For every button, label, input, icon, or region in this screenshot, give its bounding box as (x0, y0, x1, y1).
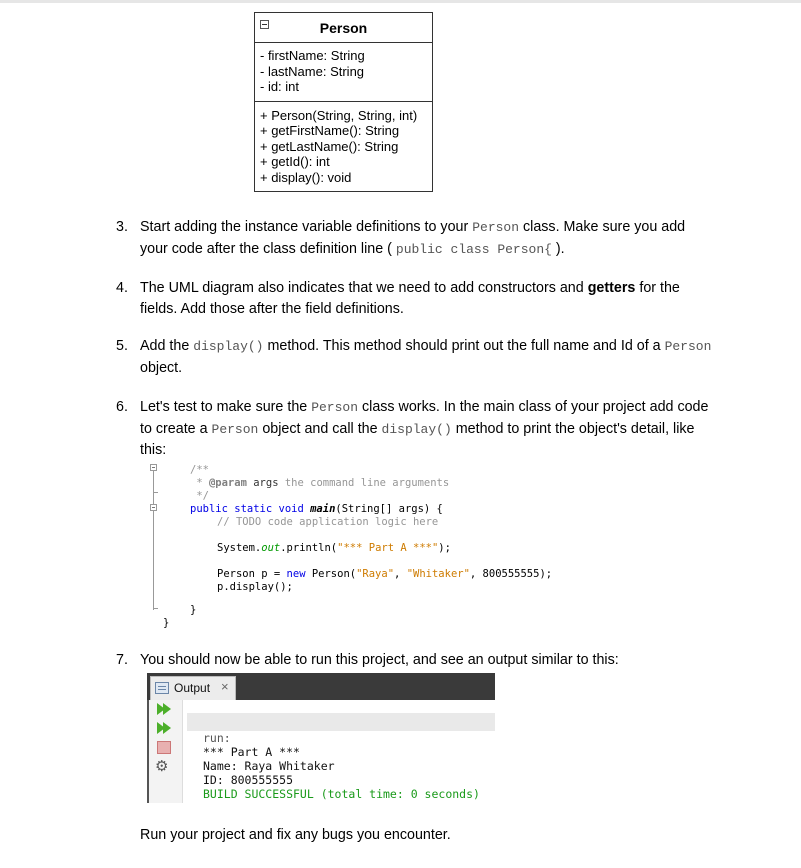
code-token: out (261, 542, 281, 554)
close-icon[interactable]: × (221, 679, 229, 694)
inline-code: public class Person{ (395, 241, 552, 257)
step-number: 7. (116, 652, 128, 668)
fold-collapse-icon[interactable] (150, 464, 157, 471)
code-line: */ (190, 490, 209, 502)
code-line (190, 477, 449, 490)
step-4 (116, 278, 716, 319)
inline-code: display() (381, 421, 452, 437)
code-token: new (286, 568, 306, 580)
bold-text: getters (587, 280, 636, 296)
step-number: 3. (116, 219, 128, 235)
toolbar-edge (147, 700, 149, 803)
code-token: args (246, 477, 279, 489)
step-number: 6. (116, 399, 128, 415)
uml-operation: + getId(): int (260, 154, 330, 169)
text-run: method. This method should print out the full name and Id of a (263, 338, 665, 354)
uml-class-diagram (254, 12, 433, 192)
text-run: object and call the (258, 420, 382, 437)
closing-instruction: Run your project and fix any bugs you encounter. (140, 827, 451, 843)
step-6 (116, 397, 716, 461)
code-token: public static void (190, 503, 311, 515)
code-line: p.display(); (217, 581, 293, 593)
code-token: the command line arguments (278, 477, 450, 489)
settings-icon[interactable]: ⚙ (155, 758, 169, 775)
step-5 (116, 336, 716, 378)
uml-class-name: Person (319, 20, 368, 36)
text-run: for the fields. Add those after the field definitions. (140, 280, 680, 317)
code-token: .println( (280, 542, 338, 554)
uml-attribute: - id: int (260, 79, 300, 94)
code-token: "Raya" (356, 568, 395, 580)
text-run: class works. In the main class of your project add code to create a (140, 399, 709, 437)
fold-collapse-icon[interactable] (150, 504, 157, 511)
uml-attribute: - firstName: String (260, 48, 365, 63)
step-7 (116, 650, 716, 671)
inline-code: Person (211, 421, 259, 437)
rerun-icon[interactable] (155, 701, 173, 717)
step-text (140, 278, 716, 319)
text-run: Add the (140, 338, 194, 354)
fold-end-marker (153, 608, 158, 609)
code-line: /** (190, 464, 209, 476)
code-token: (String[] args) { (335, 503, 443, 515)
step-3 (116, 217, 716, 260)
code-line: // TODO code application logic here (217, 516, 439, 528)
code-token: "*** Part A ***" (337, 542, 439, 554)
fold-end-marker (153, 492, 158, 493)
inline-code: Person (664, 339, 712, 354)
code-token: main (310, 503, 336, 515)
code-line: } (190, 604, 197, 616)
step-number: 5. (116, 338, 128, 354)
uml-attribute: - lastName: String (260, 63, 365, 79)
uml-operation: + getFirstName(): String (260, 123, 400, 138)
text-run: The UML diagram also indicates that we need to add constructors and (140, 280, 588, 296)
text-run: class. Make sure you add your code after the class definition line ( (140, 219, 686, 257)
stop-icon[interactable] (155, 740, 173, 756)
output-line: ID: 800555555 (203, 773, 294, 787)
code-line (190, 503, 443, 516)
output-header-stripe (187, 713, 495, 731)
text-run: object. (140, 359, 183, 376)
uml-header (255, 13, 432, 43)
tab-output[interactable] (150, 676, 236, 700)
output-window (147, 673, 495, 803)
code-token: , (394, 568, 407, 580)
step-text (140, 397, 716, 461)
step-text (140, 217, 716, 260)
text-run: ). (551, 240, 565, 257)
text-run: method to print the object's detail, like this: (140, 420, 695, 458)
inline-code: display() (193, 339, 264, 354)
code-token: Person p = (217, 568, 287, 580)
tab-label: Output (174, 681, 211, 695)
uml-operation: + display(): void (260, 169, 352, 185)
code-token: @param (208, 477, 247, 489)
text-run: Start adding the instance variable definitions to your (140, 219, 473, 235)
code-token: * (190, 477, 209, 489)
output-line: run: (203, 731, 231, 745)
output-window-icon (155, 682, 169, 694)
output-line: *** Part A *** (203, 745, 300, 759)
code-token: "Whitaker" (406, 568, 470, 580)
step-text (140, 336, 716, 378)
build-status: BUILD SUCCESSFUL (total time: 0 seconds) (203, 787, 480, 801)
code-token: ); (438, 542, 451, 554)
inline-code: Person (472, 220, 520, 235)
fold-guide (153, 470, 154, 610)
code-line: } (163, 617, 170, 629)
code-token: System. (217, 542, 262, 554)
step-text: You should now be able to run this project, and see an output similar to this: (140, 652, 619, 668)
code-snippet (148, 462, 608, 632)
code-line (217, 542, 451, 555)
code-line (217, 568, 552, 581)
uml-operation: + getLastName(): String (260, 138, 399, 154)
uml-attributes (255, 43, 432, 102)
text-run: Let's test to make sure the (140, 399, 312, 415)
code-token: Person( (305, 568, 357, 580)
code-token: , 800555555); (469, 568, 553, 580)
inline-code: Person (311, 400, 359, 415)
step-number: 4. (116, 280, 128, 296)
rerun-with-options-icon[interactable] (155, 720, 173, 736)
top-divider (0, 0, 801, 3)
uml-operation: + Person(String, String, int) (260, 107, 418, 123)
uml-operations (255, 102, 432, 192)
output-line: Name: Raya Whitaker (203, 759, 335, 773)
